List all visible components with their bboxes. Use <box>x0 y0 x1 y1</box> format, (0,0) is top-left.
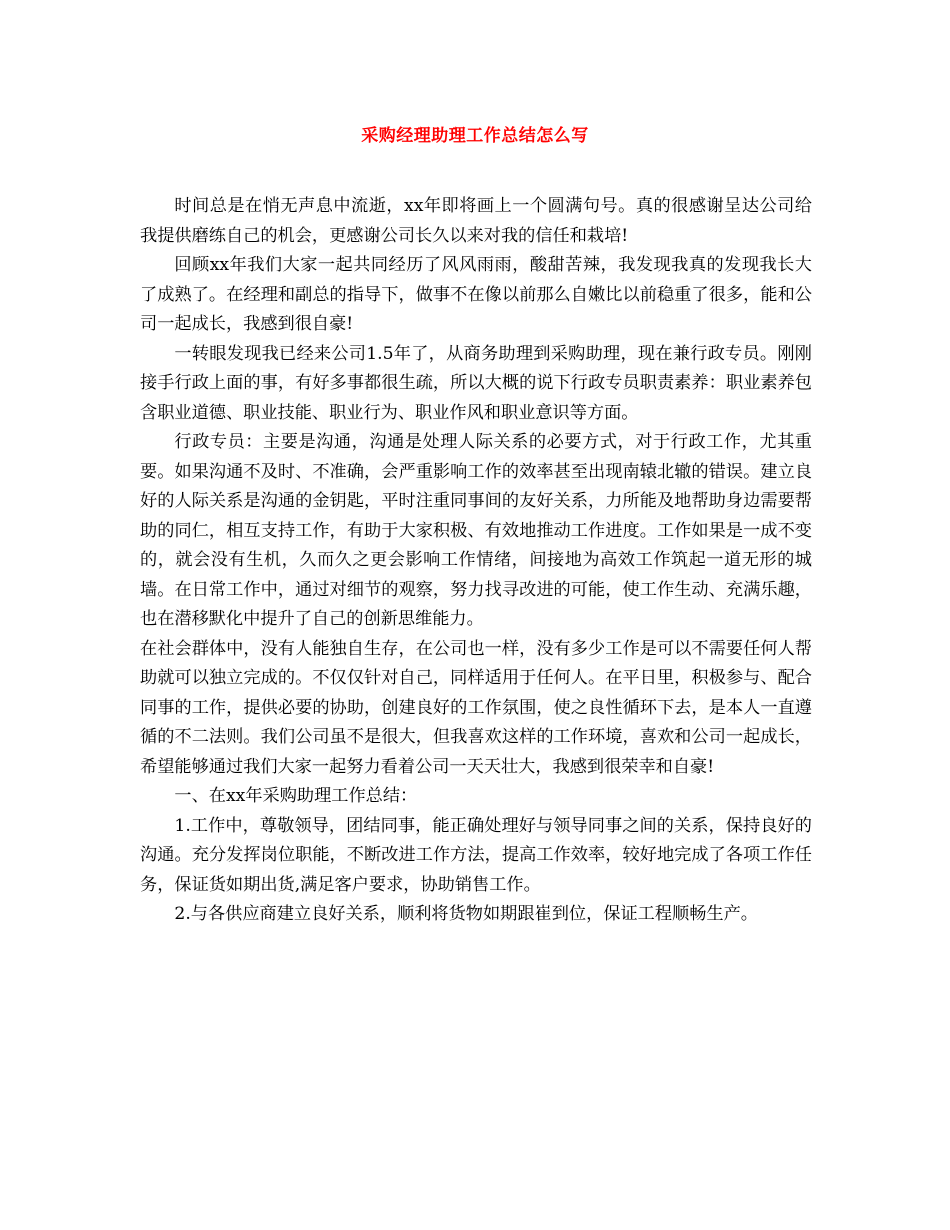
paragraph-review: 回顾xx年我们大家一起共同经历了风风雨雨，酸甜苦辣，我发现我真的发现我长大了成熟了。在经理和副总的指导下，做事不在像以前那么自嫩比以前稳重了很多，能和公司一起成长，我感到很自豪! <box>140 255 812 334</box>
section-heading-summary: 一、在xx年采购助理工作总结： <box>174 786 418 806</box>
paragraph-teamwork: 在社会群体中，没有人能独自生存，在公司也一样，没有多少工作是可以不需要任何人帮助就可以独立完成的。不仅仅针对自己，同样适用于任何人。在平日里，积极参与、配合同事的工作，提供必要的协助，创建良好的工作氛围，使之良性循环下去，是本人一直遵循的不二法则。我们公司虽不是很大，但我喜欢这样的工作环境，喜欢和公司一起成长，希望能够通过我们大家一起努力看着公司一天天壮大，我感到很荣幸和自豪! <box>140 638 812 777</box>
document-title: 采购经理助理工作总结怎么写 <box>361 126 589 146</box>
paragraph-intro: 时间总是在悄无声息中流逝，xx年即将画上一个圆满句号。真的很感谢呈达公司给我提供磨练自己的机会，更感谢公司长久以来对我的信任和栽培! <box>140 196 812 246</box>
list-item-2: 2.与各供应商建立良好关系，顺利将货物如期跟崔到位，保证工程顺畅生产。 <box>174 904 758 924</box>
list-item-1: 1.工作中，尊敬领导，团结同事，能正确处理好与领导同事之间的关系，保持良好的沟通。充分发挥岗位职能，不断改进工作方法，提高工作效率，较好地完成了各项工作任务，保证货如期出货,满足客户要求，协助销售工作。 <box>140 815 812 895</box>
document-body <box>140 192 812 930</box>
paragraph-role: 一转眼发现我已经来公司1.5年了，从商务助理到采购助理，现在兼行政专员。刚刚接手行政上面的事，有好多事都很生疏，所以大概的说下行政专员职责素养：职业素养包含职业道德、职业技能、职业行为、职业作风和职业意识等方面。 <box>140 343 812 423</box>
paragraph-admin-specialist: 行政专员：主要是沟通，沟通是处理人际关系的必要方式，对于行政工作，尤其重要。如果沟通不及时、不准确，会严重影响工作的效率甚至出现南辕北辙的错误。建立良好的人际关系是沟通的金钥匙，平时注重同事间的友好关系，力所能及地帮助身边需要帮助的同仁，相互支持工作，有助于大家积极、有效地推动工作进度。工作如果是一成不变的，就会没有生机，久而久之更会影响工作情绪，间接地为高效工作筑起一道无形的城墙。在日常工作中，通过对细节的观察，努力找寻改进的可能，使工作生动、充满乐趣，也在潜移默化中提升了自己的创新思维能力。 <box>140 432 812 629</box>
